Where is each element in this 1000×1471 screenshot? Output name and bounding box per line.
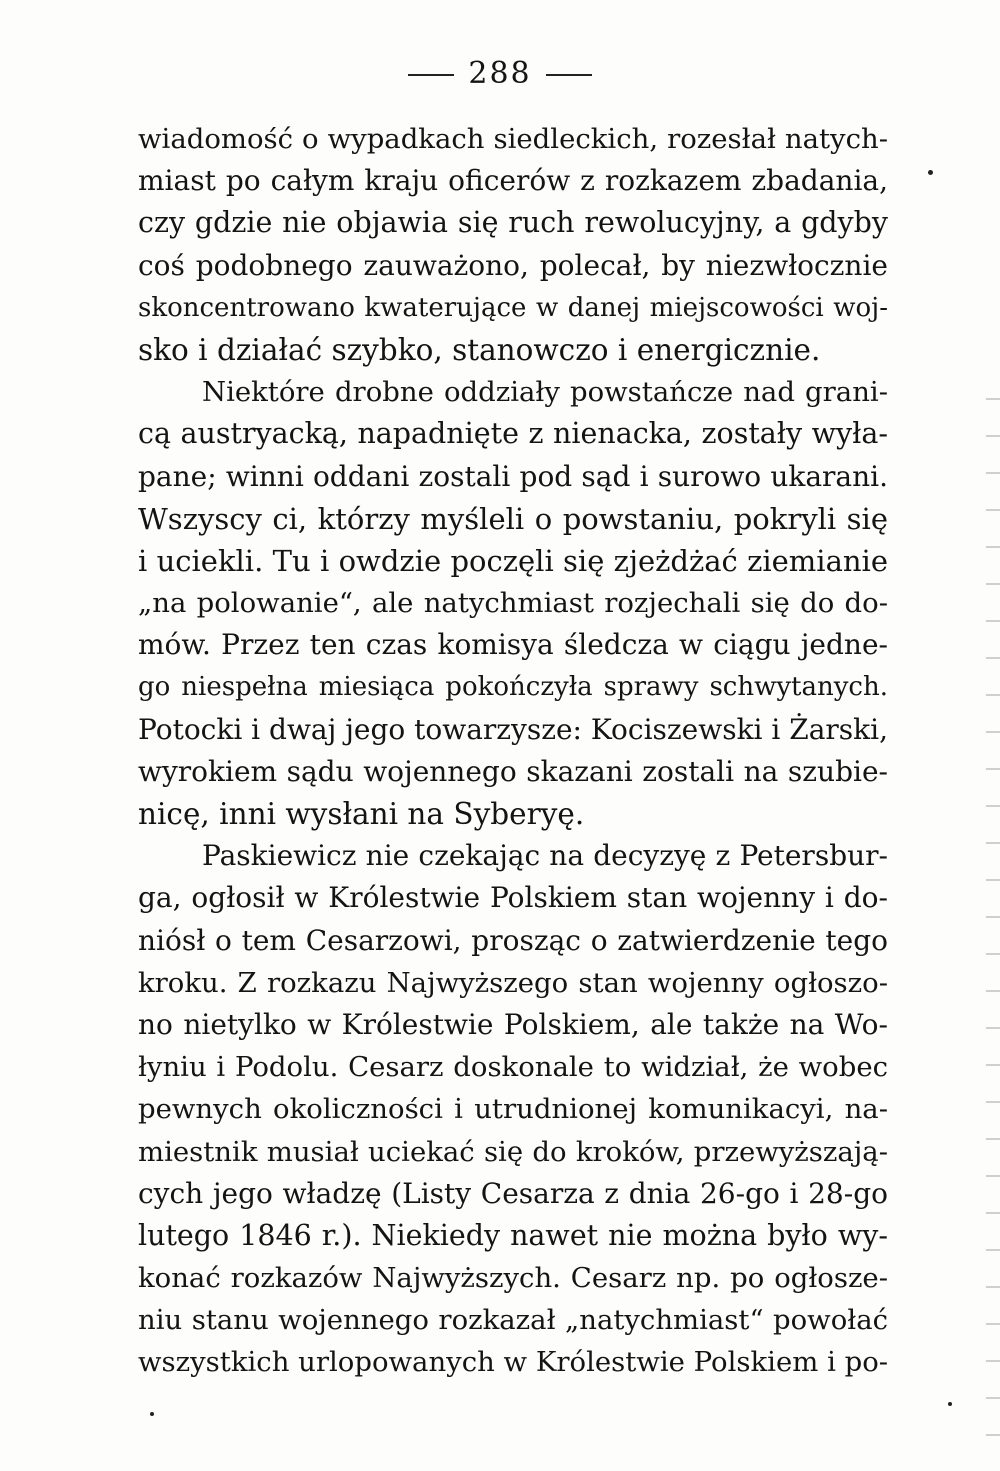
text-line: wyrokiem sądu wojennego skazani zostali na szubie-	[138, 754, 888, 788]
scan-speck	[948, 1402, 952, 1406]
text-line: go niespełna miesiąca pokończyła sprawy schwytanych.	[138, 672, 888, 703]
text-line: konać rozkazów Najwyższych. Cesarz np. po ogłosze-	[138, 1262, 888, 1295]
text-line: no nietylko w Królestwie Polskiem, ale także na Wo-	[138, 1007, 888, 1041]
text-line: cych jego władzę (Listy Cesarza z dnia 26-go i 28-go	[138, 1176, 888, 1210]
body-text	[138, 118, 888, 1384]
text-line: mów. Przez ten czas komisya śledcza w ciągu jedne-	[138, 628, 888, 662]
text-line: Paskiewicz nie czekając na decyzyę z Petersbur-	[202, 839, 888, 873]
text-line: pane; winni oddani zostali pod sąd i surowo ukarani.	[138, 459, 888, 493]
text-line: wiadomość o wypadkach siedleckich, rozesłał natych-	[138, 123, 888, 155]
text-line: pewnych okoliczności i utrudnionej komunikacyi, na-	[138, 1093, 888, 1126]
text-line: Wszyscy ci, którzy myśleli o powstaniu, pokryli się	[138, 501, 888, 536]
scan-speck	[928, 170, 933, 175]
text-line: ga, ogłosił w Królestwie Polskiem stan wojenny i do-	[138, 881, 888, 915]
page-number: 288	[468, 56, 532, 91]
text-line: „na polowanie“, ale natychmiast rozjechali się do do-	[138, 587, 888, 620]
text-line: cą austryacką, napadnięte z nienacka, zostały wyła-	[138, 417, 888, 451]
scan-speck	[150, 1412, 154, 1416]
text-line: nicę, inni wysłani na Syberyę.	[138, 797, 585, 831]
text-line: miestnik musiał uciekać się do kroków, przewyższają-	[138, 1135, 888, 1168]
text-line: niu stanu wojennego rozkazał „natychmiast“ powołać	[138, 1304, 888, 1337]
text-line: i uciekli. Tu i owdzie poczęli się zjeżdżać ziemianie	[138, 543, 888, 578]
text-line: niósł o tem Cesarzowi, prosząc o zatwierdzenie tego	[138, 923, 888, 957]
header-dash-left	[408, 74, 454, 76]
page-edge-shadow	[986, 380, 1000, 1460]
text-line: lutego 1846 r.). Niekiedy nawet nie można było wy-	[138, 1218, 888, 1252]
text-line: skoncentrowano kwaterujące w danej miejscowości woj-	[138, 292, 888, 323]
text-line: czy gdzie nie objawia się ruch rewolucyjny, a gdyby	[138, 206, 888, 240]
text-line: sko i działać szybko, stanowczo i energicznie.	[138, 332, 821, 367]
header-dash-right	[546, 74, 592, 76]
text-line: wszystkich urlopowanych w Królestwie Polskiem i po-	[138, 1346, 889, 1379]
text-line: kroku. Z rozkazu Najwyższego stan wojenny ogłoszo-	[138, 966, 888, 999]
text-line: coś podobnego zauważono, polecał, by niezwłocznie	[138, 248, 888, 282]
text-line: łyniu i Podolu. Cesarz doskonale to widział, że wobec	[138, 1051, 888, 1084]
text-line: miast po całym kraju oficerów z rozkazem zbadania,	[138, 164, 888, 198]
text-line: Niektóre drobne oddziały powstańcze nad grani-	[202, 376, 888, 409]
text-line: Potocki i dwaj jego towarzysze: Kociszewski i Żarski,	[138, 712, 888, 746]
page-header	[0, 56, 1000, 91]
